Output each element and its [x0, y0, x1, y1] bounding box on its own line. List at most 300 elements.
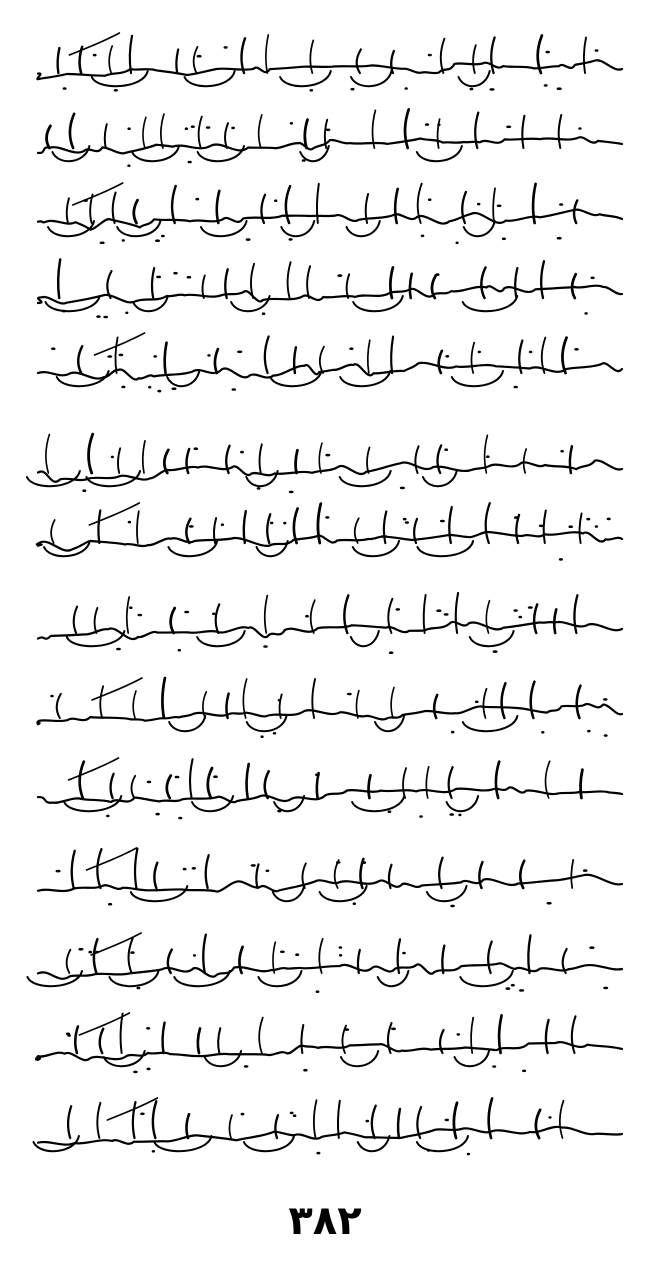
ink-stroke: [38, 363, 622, 380]
ink-dot: [425, 123, 429, 126]
ink-dot: [513, 609, 517, 612]
ink-stroke: [417, 541, 473, 556]
ink-stroke: [357, 49, 361, 73]
ink-stroke: [398, 1109, 400, 1138]
ink-stroke: [391, 337, 393, 373]
ink-stroke: [415, 446, 418, 473]
ink-stroke: [198, 1029, 200, 1054]
ink-stroke: [499, 1015, 502, 1053]
ink-dot: [293, 1114, 297, 1117]
ink-stroke: [97, 1103, 100, 1138]
ink-stroke: [522, 116, 524, 148]
ink-dot: [477, 203, 480, 206]
ink-stroke: [439, 351, 442, 373]
ink-dot: [467, 1153, 470, 1156]
ink-dot: [349, 347, 353, 350]
ink-dot: [290, 1112, 294, 1115]
ink-dot: [514, 386, 518, 389]
ink-dot: [449, 813, 454, 816]
ink-dot: [146, 1027, 150, 1030]
ink-dot: [133, 1071, 138, 1074]
ink-stroke: [89, 434, 93, 473]
ink-stroke: [493, 188, 495, 223]
ink-dot: [155, 813, 159, 816]
ink-stroke: [367, 448, 369, 474]
ink-stroke: [38, 460, 622, 481]
ink-stroke: [473, 45, 476, 73]
ink-dot: [584, 312, 587, 315]
ink-stroke: [36, 1042, 622, 1060]
ink-stroke: [241, 38, 245, 73]
ink-dot: [273, 732, 276, 735]
ink-stroke: [121, 1014, 123, 1053]
ink-stroke: [562, 338, 566, 373]
ink-stroke: [351, 71, 392, 86]
ink-stroke: [515, 268, 517, 298]
ink-stroke: [37, 704, 622, 724]
ink-dot: [303, 1069, 307, 1072]
ink-dot: [595, 525, 598, 528]
ink-stroke: [131, 776, 135, 798]
ink-stroke: [69, 758, 119, 780]
ink-dot: [173, 272, 177, 275]
ink-dot: [224, 46, 228, 49]
ink-stroke: [167, 776, 171, 799]
ink-stroke: [317, 773, 319, 798]
ink-stroke: [46, 435, 50, 474]
ink-dot: [391, 1028, 396, 1031]
ink-dot: [316, 990, 320, 993]
ink-stroke: [488, 942, 492, 973]
ink-dot: [458, 814, 461, 817]
ink-stroke: [38, 787, 622, 802]
ink-dot: [435, 273, 439, 276]
ink-stroke: [580, 514, 582, 544]
ink-dot: [522, 1070, 526, 1073]
ink-dot: [316, 1152, 320, 1155]
ink-stroke: [153, 1101, 156, 1138]
ink-dot: [266, 870, 270, 873]
ink-dot: [100, 242, 105, 245]
ink-dot: [212, 613, 215, 616]
ink-stroke: [161, 114, 164, 148]
ink-dot: [405, 521, 409, 524]
ink-dot: [283, 522, 286, 525]
ink-dot: [146, 1068, 150, 1071]
ink-stroke: [135, 849, 137, 888]
ink-stroke: [318, 504, 321, 543]
ink-dot: [325, 454, 330, 457]
ink-stroke: [352, 796, 404, 811]
ink-dot: [96, 315, 100, 318]
ink-dot: [427, 1149, 430, 1152]
ink-dot: [362, 861, 366, 864]
ink-dot: [51, 347, 55, 350]
ink-stroke: [225, 123, 228, 148]
ink-dot: [437, 123, 440, 126]
ink-dot: [587, 730, 591, 733]
ink-stroke: [218, 1028, 220, 1053]
ink-dot: [428, 198, 432, 201]
ink-dot: [389, 651, 394, 654]
ink-stroke: [390, 268, 393, 299]
ink-stroke: [545, 761, 549, 798]
ink-dot: [125, 312, 128, 315]
ink-dot: [231, 127, 235, 130]
ink-stroke: [335, 860, 339, 888]
ink-stroke: [301, 1025, 303, 1053]
ink-stroke: [80, 762, 84, 798]
ink-dot: [116, 648, 121, 651]
ink-dot: [82, 489, 86, 492]
ink-dot: [325, 516, 329, 519]
ink-dot: [428, 54, 432, 57]
ink-dot: [280, 951, 285, 954]
ink-dot: [492, 1065, 496, 1068]
ink-stroke: [460, 971, 513, 986]
ink-dot: [539, 525, 544, 528]
ink-stroke: [154, 863, 157, 888]
ink-dot: [191, 125, 195, 128]
ink-stroke: [38, 963, 622, 979]
ink-dot: [136, 987, 140, 990]
ink-stroke: [275, 1115, 278, 1138]
ink-dot: [56, 870, 61, 873]
ink-dot: [128, 521, 131, 524]
ink-stroke: [273, 942, 275, 973]
ink-stroke: [265, 596, 268, 633]
ink-stroke: [239, 947, 242, 973]
ink-stroke: [216, 604, 220, 633]
handwritten-line: [38, 848, 622, 907]
ink-stroke: [260, 444, 262, 473]
ink-dot: [156, 276, 161, 279]
ink-stroke: [560, 1101, 564, 1138]
ink-stroke: [67, 950, 71, 973]
ink-dot: [541, 731, 544, 734]
ink-dot: [444, 448, 448, 451]
ink-dot: [388, 810, 392, 813]
ink-stroke: [464, 221, 495, 236]
ink-dot: [559, 558, 563, 561]
ink-dot: [519, 989, 524, 992]
ink-dot: [119, 354, 124, 357]
ink-stroke: [320, 347, 324, 373]
ink-stroke: [546, 1020, 549, 1053]
ink-dot: [400, 487, 405, 490]
ink-dot: [263, 645, 268, 648]
ink-stroke: [132, 146, 179, 161]
ink-stroke: [87, 848, 137, 870]
ink-stroke: [281, 221, 314, 236]
ink-dot: [604, 734, 608, 737]
ink-stroke: [311, 600, 315, 633]
ink-dot: [195, 198, 199, 201]
handwritten-line: [27, 933, 622, 993]
ink-stroke: [502, 683, 506, 718]
ink-dot: [88, 951, 92, 954]
ink-dot: [489, 88, 494, 91]
ink-dot: [295, 953, 299, 956]
ink-dot: [289, 238, 293, 241]
ink-dot: [402, 952, 406, 955]
ink-dot: [326, 129, 331, 132]
handwritten-line: [37, 33, 622, 92]
ink-stroke: [351, 631, 379, 646]
ink-dot: [502, 238, 506, 241]
ink-dot: [403, 518, 407, 521]
ink-dot: [305, 615, 309, 618]
ink-dot: [155, 239, 160, 242]
ink-stroke: [37, 60, 622, 79]
ink-stroke: [163, 1023, 165, 1053]
ink-dot: [192, 867, 196, 870]
ink-stroke: [70, 114, 74, 148]
ink-dot: [244, 1065, 249, 1068]
ink-stroke: [168, 541, 217, 556]
ink-stroke: [454, 1103, 457, 1138]
ink-dot: [183, 868, 187, 871]
page-number: ۳۸۲: [288, 1198, 362, 1244]
ink-stroke: [137, 511, 139, 543]
ink-dot: [419, 815, 423, 818]
ink-stroke: [215, 349, 218, 373]
ink-stroke: [259, 115, 262, 148]
ink-stroke: [314, 1100, 317, 1138]
ink-dot: [187, 276, 192, 279]
ink-dot: [277, 810, 281, 813]
ink-stroke: [118, 448, 120, 473]
ink-dot: [178, 649, 181, 652]
ink-stroke: [171, 608, 175, 633]
ink-stroke: [69, 33, 119, 55]
ink-stroke: [129, 939, 133, 973]
ink-dot: [197, 55, 202, 58]
ink-stroke: [95, 608, 98, 633]
ink-dot: [456, 242, 459, 245]
ink-stroke: [574, 595, 577, 633]
ink-stroke: [229, 1115, 232, 1138]
ink-dot: [339, 954, 342, 957]
ink-dot: [63, 87, 67, 90]
handwritten-line: [37, 678, 622, 738]
ink-dot: [574, 348, 579, 351]
ink-stroke: [244, 511, 246, 543]
ink-stroke: [100, 686, 103, 718]
ink-stroke: [27, 971, 82, 986]
ink-dot: [557, 237, 562, 240]
ink-dot: [595, 49, 599, 52]
ink-stroke: [186, 519, 190, 543]
ink-dot: [339, 946, 343, 949]
ink-stroke: [98, 511, 100, 544]
ink-dot: [444, 613, 449, 616]
ink-stroke: [491, 38, 494, 74]
ink-dot: [405, 87, 408, 90]
ink-stroke: [68, 1106, 71, 1138]
ink-stroke: [127, 597, 129, 633]
ink-dot: [241, 1113, 245, 1116]
ink-stroke: [391, 688, 394, 719]
ink-dot: [148, 386, 151, 389]
ink-stroke: [72, 851, 75, 888]
ink-stroke: [534, 604, 537, 633]
ink-stroke: [143, 117, 146, 148]
ink-dot: [122, 239, 125, 242]
ink-dot: [111, 456, 114, 459]
ink-stroke: [74, 607, 77, 633]
ink-dot: [178, 817, 182, 820]
ink-dot: [336, 861, 341, 864]
ink-dot: [257, 487, 261, 490]
ink-stroke: [405, 109, 409, 148]
ink-stroke: [516, 515, 519, 543]
ink-stroke: [574, 201, 577, 224]
ink-stroke: [162, 678, 164, 718]
ink-stroke: [57, 694, 61, 718]
ink-stroke: [426, 767, 428, 798]
ink-dot: [127, 127, 130, 130]
ink-dot: [578, 127, 581, 130]
ink-dot: [568, 525, 573, 528]
ink-stroke: [544, 511, 546, 543]
ink-stroke: [267, 514, 270, 543]
ink-dot: [310, 89, 314, 92]
handwritten-line: [37, 503, 622, 561]
ink-stroke: [369, 775, 371, 798]
ink-stroke: [463, 296, 518, 311]
ink-stroke: [536, 1110, 540, 1138]
ink-stroke: [449, 507, 452, 543]
handwritten-line: [38, 758, 622, 819]
ink-stroke: [417, 1136, 468, 1151]
ink-dot: [193, 954, 196, 957]
ink-stroke: [111, 774, 114, 798]
ink-stroke: [187, 449, 190, 473]
ink-stroke: [471, 343, 474, 373]
ink-dot: [93, 54, 97, 57]
ink-stroke: [134, 200, 138, 223]
ink-stroke: [320, 886, 367, 901]
ink-stroke: [312, 679, 315, 718]
handwritten-line: [38, 183, 622, 244]
ink-stroke: [251, 264, 254, 298]
ink-dot: [240, 451, 244, 454]
ink-dot: [478, 351, 481, 354]
ink-dot: [278, 699, 281, 702]
ink-stroke: [584, 38, 586, 73]
ink-dot: [108, 903, 112, 906]
ink-dot: [547, 902, 552, 905]
ink-stroke: [463, 716, 518, 731]
ink-stroke: [286, 186, 290, 223]
handwritten-line: [38, 593, 622, 654]
ink-dot: [262, 312, 266, 315]
ink-dot: [603, 698, 608, 701]
ink-dot: [114, 89, 118, 92]
ink-stroke: [338, 1101, 340, 1138]
ink-stroke: [58, 260, 60, 299]
ink-stroke: [434, 695, 437, 718]
ink-stroke: [94, 939, 98, 973]
ink-dot: [469, 88, 473, 91]
ink-dot: [345, 1028, 350, 1031]
ink-stroke: [107, 271, 111, 298]
ink-dot: [184, 611, 189, 614]
ink-stroke: [169, 716, 205, 731]
ink-dot: [365, 1120, 369, 1123]
ink-dot: [270, 522, 273, 525]
ink-stroke: [368, 340, 370, 373]
ink-dot: [451, 731, 455, 734]
ink-dot: [189, 525, 194, 528]
ink-dot: [121, 386, 125, 389]
ink-stroke: [403, 768, 406, 798]
ink-dot: [486, 455, 490, 458]
ink-dot: [475, 701, 479, 704]
ink-stroke: [427, 886, 467, 901]
ink-stroke: [307, 266, 310, 298]
handwritten-line: [38, 333, 622, 392]
ink-dot: [396, 608, 401, 611]
ink-dot: [302, 159, 306, 162]
ink-dot: [251, 864, 256, 867]
ink-dot: [493, 650, 498, 653]
ink-stroke: [67, 198, 69, 223]
ink-stroke: [462, 192, 466, 223]
ink-dot: [206, 126, 211, 129]
ink-dot: [289, 491, 294, 494]
ink-stroke: [310, 40, 313, 73]
ink-dot: [175, 776, 180, 779]
ink-dot: [603, 987, 608, 990]
ink-dot: [161, 235, 165, 238]
ink-stroke: [265, 337, 269, 374]
ink-stroke: [247, 764, 249, 798]
ink-stroke: [100, 1029, 103, 1053]
ink-stroke: [266, 35, 268, 73]
ink-dot: [528, 606, 533, 609]
ink-stroke: [470, 631, 514, 646]
ink-dot: [50, 695, 54, 698]
ink-stroke: [203, 276, 205, 299]
ink-dot: [130, 951, 134, 954]
ink-stroke: [531, 682, 535, 718]
ink-stroke: [378, 971, 409, 986]
ink-stroke: [258, 971, 301, 986]
ink-stroke: [347, 274, 350, 298]
ink-stroke: [152, 268, 154, 298]
ink-stroke: [524, 449, 527, 473]
ink-dot: [237, 351, 242, 354]
ink-stroke: [231, 296, 270, 311]
ink-dot: [544, 84, 548, 87]
ink-dot: [559, 203, 563, 206]
ink-stroke: [105, 124, 107, 148]
ink-stroke: [109, 46, 112, 73]
ink-stroke: [78, 346, 82, 373]
ink-stroke: [37, 532, 622, 551]
ink-dot: [511, 984, 515, 987]
ink-dot: [103, 316, 108, 319]
ink-stroke: [38, 875, 622, 892]
ink-dot: [185, 127, 188, 130]
ink-dot: [497, 205, 502, 208]
ink-stroke: [305, 120, 308, 148]
ink-dot: [545, 51, 550, 54]
ink-dot: [66, 1033, 70, 1036]
ink-dot: [506, 126, 511, 129]
